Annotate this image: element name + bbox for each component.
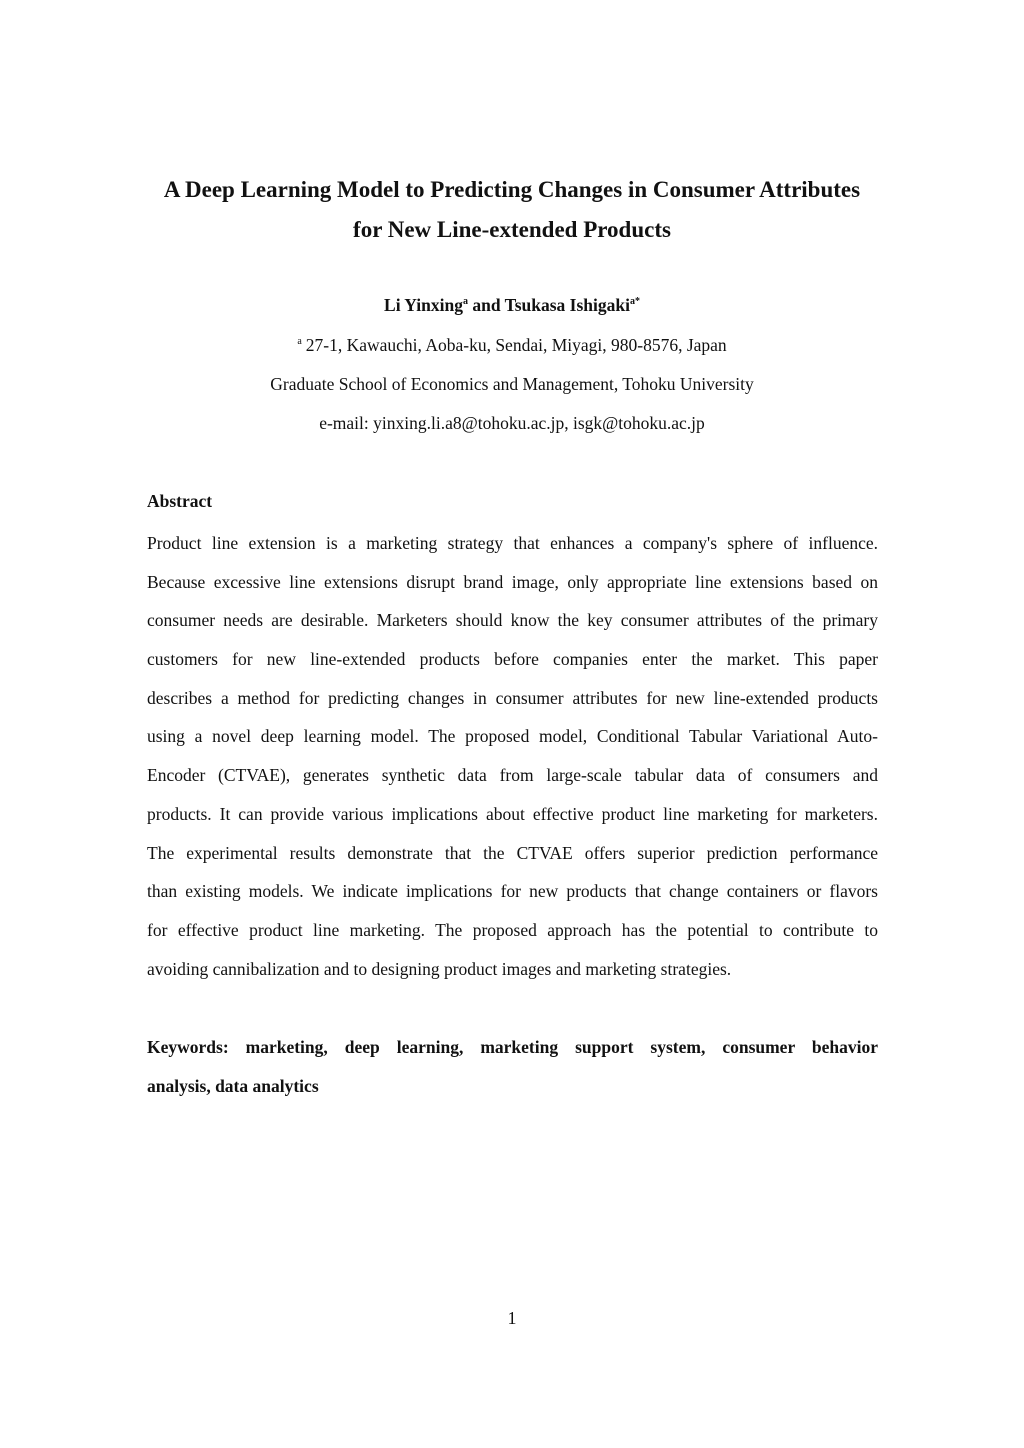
affiliation-marker: a <box>297 336 302 347</box>
abstract-line: customers for new line-extended products before companies enter the market. This paper <box>147 649 878 670</box>
abstract-line: describes a method for predicting changes in consumer attributes for new line-extended products <box>147 687 878 708</box>
abstract-line: The experimental results demonstrate that the CTVAE offers superior prediction performance <box>147 842 878 863</box>
abstract-line: Because excessive line extensions disrupt brand image, only appropriate line extensions based on <box>147 571 878 592</box>
author-1-affiliation-marker: a <box>462 296 468 307</box>
page-number: 1 <box>507 1308 517 1328</box>
keywords-line-2: analysis, data analytics <box>147 1075 319 1096</box>
affiliation-email: e-mail: yinxing.li.a8@tohoku.ac.jp, isgk@tohoku.ac.jp <box>319 413 705 433</box>
title-line-2: for New Line-extended Products <box>353 217 671 242</box>
keywords-section <box>147 1028 878 1105</box>
address-text: 27-1, Kawauchi, Aoba-ku, Sendai, Miyagi, 980-8576, Japan <box>305 335 727 355</box>
abstract-line: products. It can provide various implications about effective product line marketing for marketers. <box>147 803 878 824</box>
abstract-heading: Abstract <box>147 491 213 511</box>
keywords-line-1: Keywords: marketing, deep learning, marketing support system, consumer behavior <box>147 1037 878 1057</box>
author-list <box>120 293 904 317</box>
abstract-line: using a novel deep learning model. The proposed model, Conditional Tabular Variational Auto- <box>147 726 878 747</box>
abstract-line: for effective product line marketing. The proposed approach has the potential to contribute to <box>147 919 878 940</box>
author-conjunction: and <box>467 295 505 315</box>
affiliation-institution: Graduate School of Economics and Management, Tohoku University <box>270 374 754 394</box>
abstract-line: Encoder (CTVAE), generates synthetic data from large-scale tabular data of consumers and <box>147 765 878 786</box>
author-name-1: Li Yinxing <box>384 295 463 315</box>
abstract-line: Product line extension is a marketing strategy that enhances a company's sphere of influence. <box>147 533 878 553</box>
abstract-body <box>147 524 878 988</box>
abstract-line: than existing models. We indicate implications for new products that change containers or flavors <box>147 881 878 902</box>
title-line-1: A Deep Learning Model to Predicting Changes in Consumer Attributes <box>163 177 861 202</box>
author-name-2: Tsukasa Ishigaki <box>504 295 630 315</box>
abstract-line: avoiding cannibalization and to designing product images and marketing strategies. <box>147 958 732 979</box>
paper-title <box>120 170 904 250</box>
author-2-affiliation-marker: a* <box>629 296 640 307</box>
affiliation-address <box>120 333 904 357</box>
abstract-line: consumer needs are desirable. Marketers should know the key consumer attributes of the primary <box>147 610 878 631</box>
